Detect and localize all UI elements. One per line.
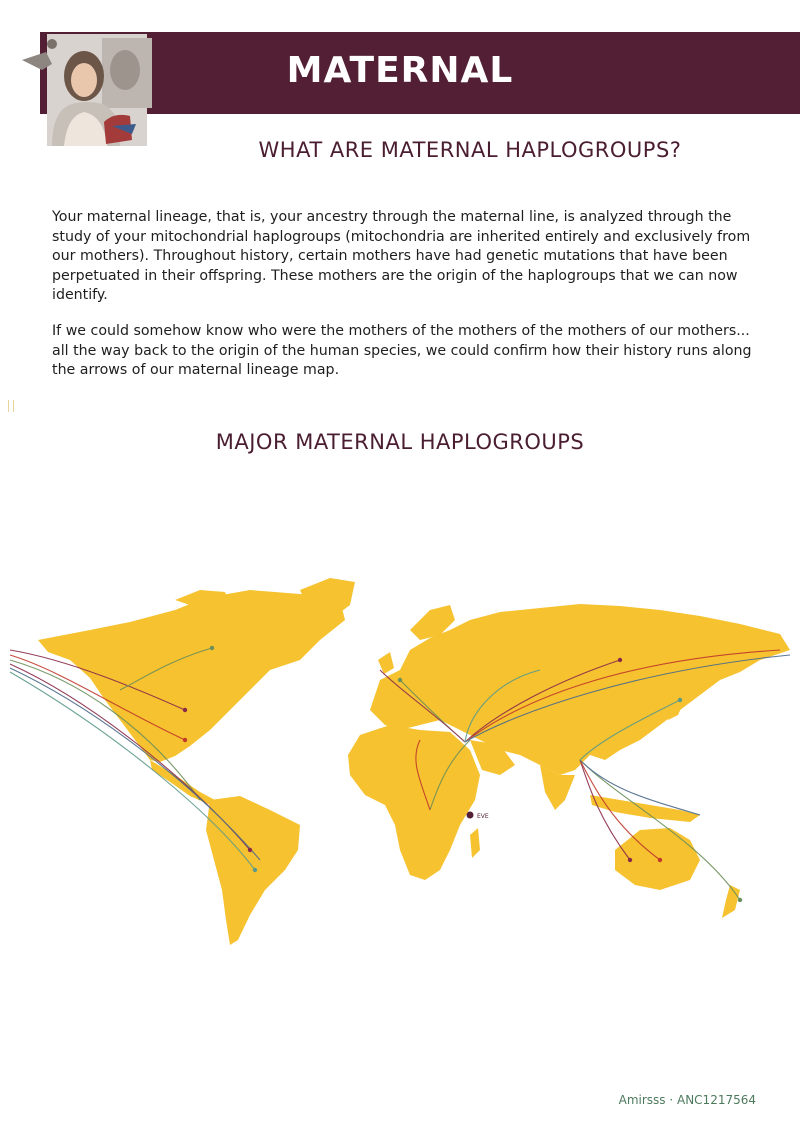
- section-title-what-are: WHAT ARE MATERNAL HAPLOGROUPS?: [258, 138, 682, 162]
- africa: [348, 725, 480, 880]
- new-zealand: [722, 885, 740, 918]
- indonesia: [590, 795, 700, 822]
- page-title: MATERNAL: [286, 50, 514, 91]
- haplogroup-world-map: [0, 560, 800, 960]
- australia: [615, 828, 700, 890]
- section-title-major-haplogroups: MAJOR MATERNAL HAPLOGROUPS: [215, 430, 585, 454]
- north-america: [38, 590, 345, 762]
- mothers-paragraph: If we could somehow know who were the mothers of the mothers of the mothers of our mothers... all the way back to the origin of the human species, we could confirm how their history runs along the arrows of our maternal lineage map.: [52, 323, 752, 378]
- land-masses: [38, 578, 790, 945]
- eve-origin-marker: [467, 812, 489, 821]
- margin-mark: [8, 400, 14, 412]
- intro-paragraph: Your maternal lineage, that is, your ancestry through the maternal line, is analyzed through the study of your mitochondrial haplogroups (mitochondria are inherited entirely and exclusively from our mothers). Throughout history, certain mothers have had genetic mutations that have been perpetuated in their offspring. These mothers are the origin of the haplogroups that we can now identify.: [52, 209, 751, 303]
- eve-label: EVE: [477, 813, 489, 820]
- footer-id: Amirsss · ANC1217564: [618, 1093, 756, 1107]
- madagascar: [470, 828, 480, 858]
